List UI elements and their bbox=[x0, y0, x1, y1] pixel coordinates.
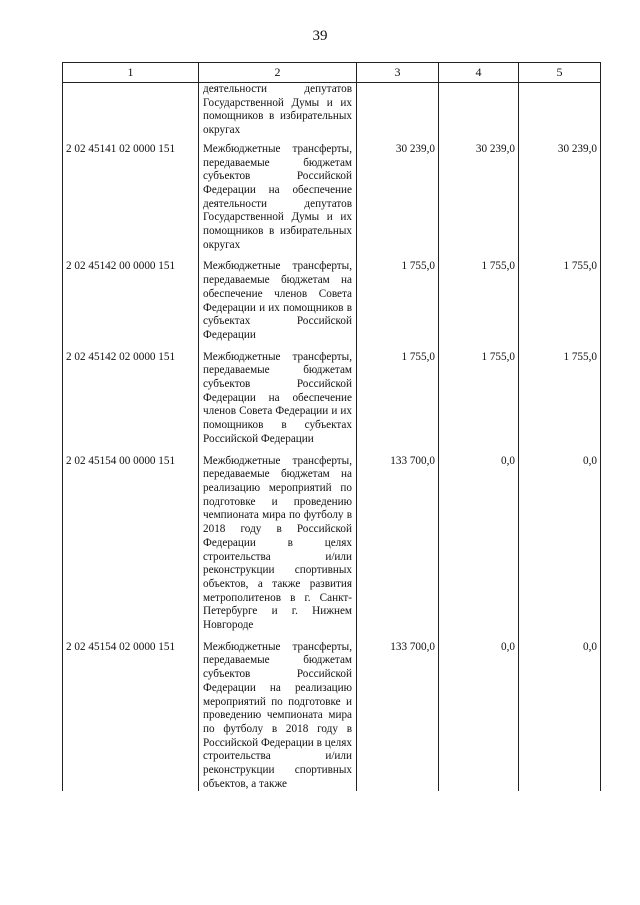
budget-table-wrapper bbox=[62, 62, 600, 791]
table-row bbox=[63, 453, 601, 639]
table-row bbox=[63, 349, 601, 453]
budget-code: 2 02 45141 02 0000 151 bbox=[63, 141, 199, 259]
amount-col3: 1 755,0 bbox=[357, 349, 439, 453]
budget-table bbox=[62, 62, 601, 791]
amount-col4: 0,0 bbox=[439, 453, 519, 639]
budget-code: 2 02 45154 00 0000 151 bbox=[63, 453, 199, 639]
amount-col5: 0,0 bbox=[519, 639, 601, 792]
budget-code: 2 02 45142 00 0000 151 bbox=[63, 258, 199, 348]
continuation-code-cell bbox=[63, 83, 199, 141]
header-row bbox=[63, 63, 601, 83]
amount-col5: 1 755,0 bbox=[519, 258, 601, 348]
amount-col3: 133 700,0 bbox=[357, 453, 439, 639]
table-row bbox=[63, 141, 601, 259]
page-number: 39 bbox=[312, 28, 328, 44]
budget-code: 2 02 45154 02 0000 151 bbox=[63, 639, 199, 792]
continuation-description: деятельности депутатов Государственной Думы и их помощников в избирательных округах bbox=[199, 83, 357, 141]
row-description: Межбюджетные трансферты, передаваемые бюджетам субъектов Российской Федерации на реализацию мероприятий по подготовке и проведению чемпионата мира по футболу в 2018 году в Российской Федерации в целях строительства и/или реконструкции спортивных объектов, а также bbox=[199, 639, 357, 792]
amount-col3: 1 755,0 bbox=[357, 258, 439, 348]
row-description: Межбюджетные трансферты, передаваемые бюджетам на реализацию мероприятий по подготовке и проведению чемпионата мира по футболу в 2018 году в Российской Федерации в целях строительства и/или реконструкции спортивных объектов, а также развития метрополитенов в г. Санкт-Петербурге и г. Нижнем Новгороде bbox=[199, 453, 357, 639]
header-cell-5: 5 bbox=[519, 63, 601, 83]
amount-col5: 0,0 bbox=[519, 453, 601, 639]
continuation-row bbox=[63, 83, 601, 141]
row-description: Межбюджетные трансферты, передаваемые бюджетам субъектов Российской Федерации на обеспечение членов Совета Федерации и их помощников в субъектах Российской Федерации bbox=[199, 349, 357, 453]
header-cell-4: 4 bbox=[439, 63, 519, 83]
amount-col4: 1 755,0 bbox=[439, 258, 519, 348]
amount-col3: 30 239,0 bbox=[357, 141, 439, 259]
row-description: Межбюджетные трансферты, передаваемые бюджетам на обеспечение членов Совета Федерации и их помощников в субъектах Российской Федерации bbox=[199, 258, 357, 348]
amount-col3: 133 700,0 bbox=[357, 639, 439, 792]
amount-col5: 30 239,0 bbox=[519, 141, 601, 259]
table-row bbox=[63, 258, 601, 348]
header-cell-1: 1 bbox=[63, 63, 199, 83]
amount-col4: 1 755,0 bbox=[439, 349, 519, 453]
amount-col4: 30 239,0 bbox=[439, 141, 519, 259]
amount-col4: 0,0 bbox=[439, 639, 519, 792]
row-description: Межбюджетные трансферты, передаваемые бюджетам субъектов Российской Федерации на обеспечение деятельности депутатов Государственной Думы и их помощников в избирательных округах bbox=[199, 141, 357, 259]
budget-code: 2 02 45142 02 0000 151 bbox=[63, 349, 199, 453]
header-cell-2: 2 bbox=[199, 63, 357, 83]
header-cell-3: 3 bbox=[357, 63, 439, 83]
table-row bbox=[63, 639, 601, 792]
amount-col5: 1 755,0 bbox=[519, 349, 601, 453]
